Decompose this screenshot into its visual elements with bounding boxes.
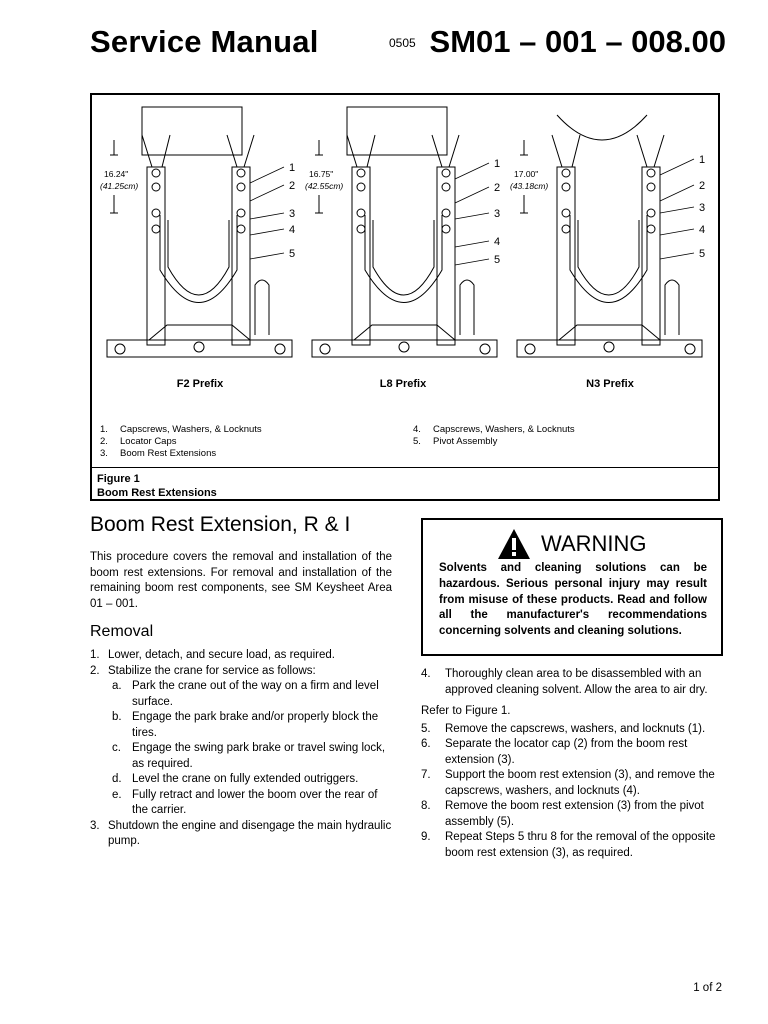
callout-number: 3: [699, 202, 706, 214]
warning-box: [421, 518, 723, 656]
callout-number: 4: [494, 236, 501, 248]
legend-left: [100, 424, 262, 460]
list-item: 9. Repeat Steps 5 thru 8 for the removal of the opposite boom rest extension (3), as required.: [421, 831, 716, 859]
figure-number: Figure 1: [97, 473, 140, 485]
callout-number: 2: [494, 182, 501, 194]
date-code: 0505: [389, 36, 416, 50]
dimension-label-metric: (42.55cm): [305, 181, 344, 191]
callout-number: 1: [289, 162, 296, 174]
list-item: 6. Separate the locator cap (2) from the boom rest extension (3).: [421, 738, 688, 766]
prefix-label-f2: F2 Prefix: [176, 378, 224, 390]
figure-caption: [97, 472, 217, 500]
removal-heading: Removal: [90, 623, 154, 640]
figure-reference: Refer to Figure 1.: [421, 705, 511, 717]
prefix-label-l8: L8 Prefix: [379, 378, 427, 390]
right-column: [421, 667, 723, 861]
page-header: [90, 22, 726, 66]
dimension-label: 17.00": [514, 169, 539, 179]
boom-rest-view: [510, 115, 705, 357]
legend-item: 2. Locator Caps: [100, 436, 177, 447]
dimension-label-metric: (41.25cm): [100, 181, 139, 191]
warning-title: WARNING: [541, 531, 647, 556]
list-item: 2. Stabilize the crane for service as follows:: [90, 664, 316, 677]
list-item: 5. Remove the capscrews, washers, and locknuts (1).: [421, 722, 706, 735]
sub-list-item: e. Fully retract and lower the boom over the rear of the carrier.: [112, 788, 378, 816]
dimension-label-metric: (43.18cm): [510, 181, 549, 191]
legend-item: 1. Capscrews, Washers, & Locknuts: [100, 424, 262, 435]
warning-text: Solvents and cleaning solutions can be hazardous. Serious personal injury may result from misuse of these products. Read and follow all the manufacturer's recommendations concerning solvents and cleaning solutions.: [439, 562, 707, 638]
sub-list-item: a. Park the crane out of the way on a firm and level surface.: [112, 680, 379, 708]
boom-rest-view: [305, 107, 500, 357]
warning-triangle-icon: [497, 528, 531, 560]
callout-number: 1: [699, 154, 706, 166]
list-item: 3. Shutdown the engine and disengage the main hydraulic pump.: [90, 819, 392, 847]
callout-number: 1: [494, 158, 501, 170]
legend-item: 3. Boom Rest Extensions: [100, 448, 217, 459]
boom-rest-illustration: [92, 95, 718, 375]
callout-number: 3: [289, 208, 296, 220]
list-item: 4. Thoroughly clean area to be disassembled with an approved cleaning solvent. Allow the area to air dry.: [421, 668, 708, 696]
section-title: Boom Rest Extension, R & I: [90, 513, 351, 536]
manual-title: Service Manual: [90, 24, 319, 59]
sub-list-item: c. Engage the swing park brake or travel swing lock, as required.: [112, 742, 386, 770]
boom-rest-view: [100, 107, 295, 357]
callout-number: 4: [289, 224, 296, 236]
dimension-label: 16.24": [104, 169, 129, 179]
warning-header: [497, 527, 647, 561]
left-column: [90, 512, 392, 850]
removal-steps: [90, 648, 392, 850]
callout-number: 3: [494, 208, 501, 220]
prefix-label-n3: N3 Prefix: [586, 378, 634, 390]
intro-paragraph: This procedure covers the removal and installation of the boom rest extensions. For removal and installation of the remaining boom rest components, see SM Keysheet Area 01 – 001.: [90, 551, 392, 610]
callout-number: 5: [289, 248, 296, 260]
callout-number: 2: [289, 180, 296, 192]
callout-number: 4: [699, 224, 706, 236]
list-item: 8. Remove the boom rest extension (3) from the pivot assembly (5).: [421, 800, 704, 828]
callout-number: 5: [494, 254, 501, 266]
callout-number: 2: [699, 180, 706, 192]
legend-item: 5. Pivot Assembly: [413, 436, 498, 447]
list-item: 7. Support the boom rest extension (3), and remove the capscrews, washers, and locknuts (4).: [421, 769, 715, 797]
sub-list-item: b. Engage the park brake and/or properly block the tires.: [112, 711, 379, 739]
document-number: SM01 – 001 – 008.00: [429, 24, 726, 59]
figure-title: Boom Rest Extensions: [97, 487, 217, 499]
figure-1: [90, 93, 720, 501]
list-item: 1. Lower, detach, and secure load, as required.: [90, 649, 335, 661]
legend-right: [413, 424, 575, 448]
callout-number: 5: [699, 248, 706, 260]
dimension-label: 16.75": [309, 169, 334, 179]
sub-list-item: d. Level the crane on fully extended outriggers.: [112, 773, 359, 785]
legend-item: 4. Capscrews, Washers, & Locknuts: [413, 424, 575, 435]
page-number: 1 of 2: [693, 982, 722, 994]
caption-divider: [92, 467, 718, 468]
